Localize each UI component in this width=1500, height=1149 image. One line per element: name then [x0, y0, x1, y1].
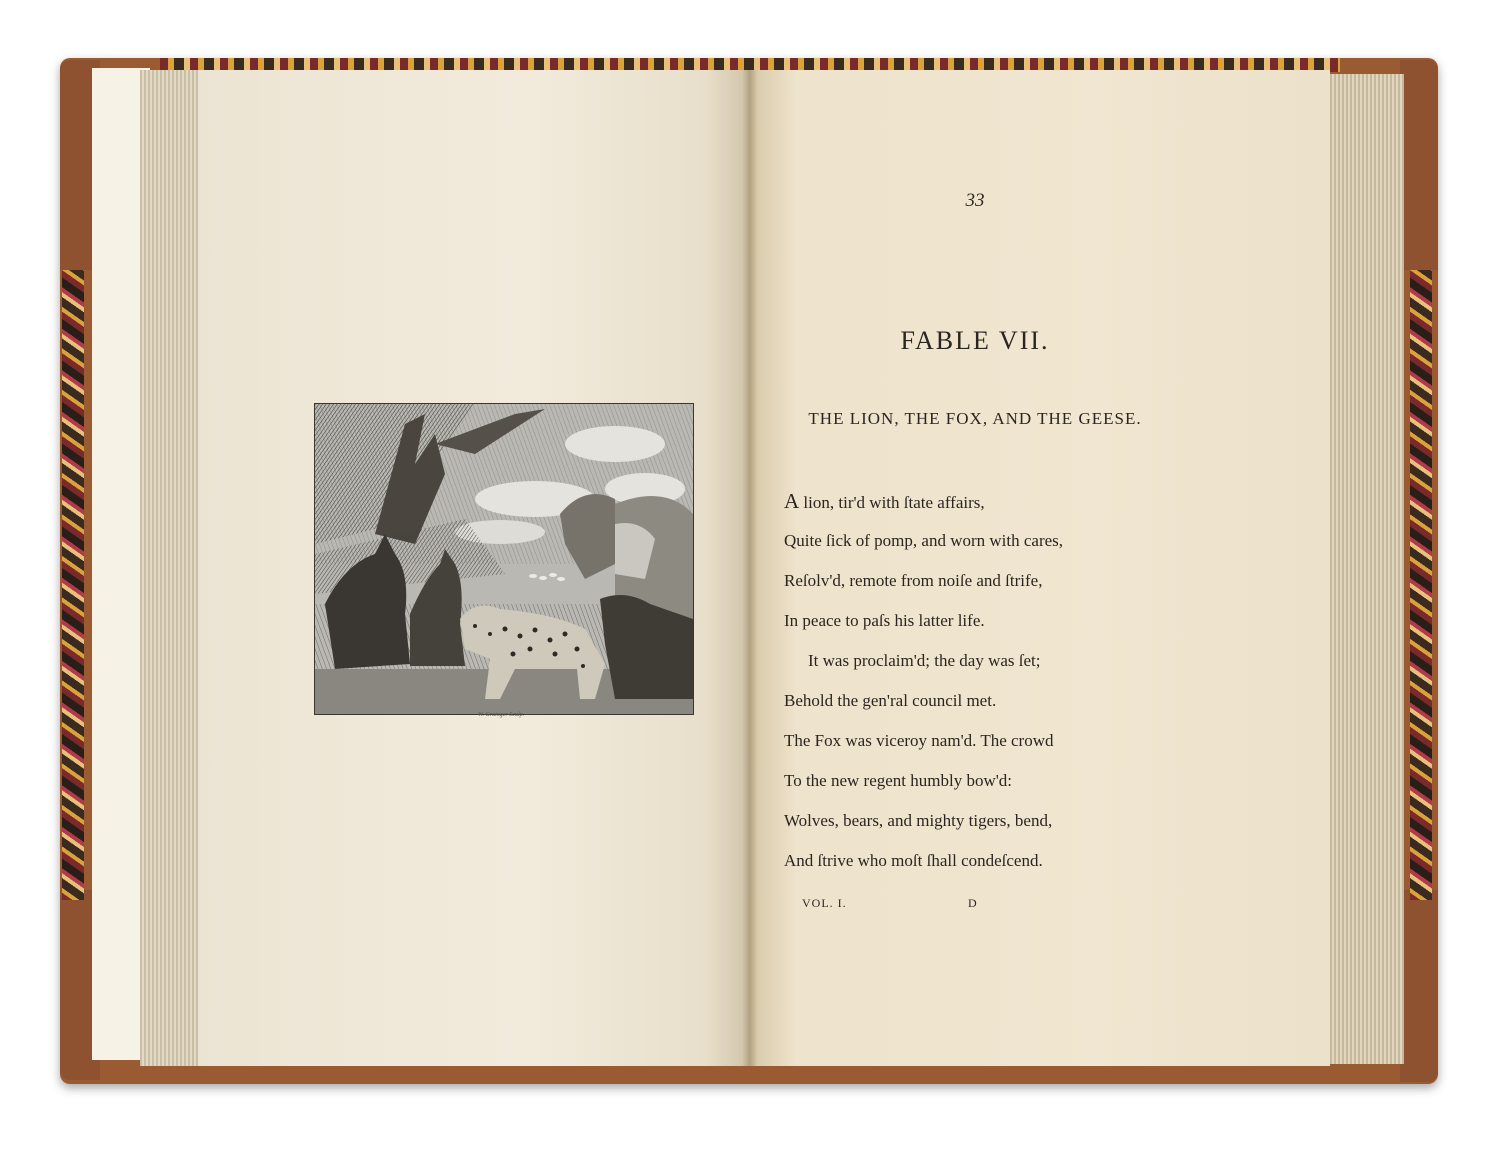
verse-text: In peace to paſs his latter life.	[784, 611, 985, 630]
verse-line	[784, 846, 1214, 886]
verse-text: lion, tir'd with ſtate affairs,	[799, 493, 985, 512]
page-edges-right	[1326, 74, 1404, 1064]
fable-subtitle: THE LION, THE FOX, AND THE GEESE.	[808, 409, 1142, 428]
verse-text: To the new regent humbly bow'd:	[784, 771, 1013, 790]
verse-text: Behold the gen'ral council met.	[784, 691, 997, 710]
fable-title: FABLE VII.	[900, 326, 1050, 355]
verse-line	[784, 486, 1214, 526]
book-gutter	[742, 70, 758, 1066]
verse-line	[784, 526, 1214, 566]
verse-block	[784, 486, 1214, 886]
drop-initial: A	[784, 489, 800, 513]
signature-mark: D	[968, 896, 977, 910]
verse-text: Reſolv'd, remote from noiſe and ſtrife,	[784, 571, 1043, 590]
page-edges-left	[140, 70, 202, 1066]
verse-line	[784, 646, 1214, 686]
volume-footer: VOL. I.	[802, 896, 847, 910]
verse-line	[784, 726, 1214, 766]
leather-corner	[1400, 60, 1438, 270]
engraving-illustration	[314, 403, 694, 715]
verse-text: It was proclaim'd; the day was ſet;	[808, 651, 1041, 670]
verse-text: Quite ſick of pomp, and worn with cares,	[784, 531, 1064, 550]
verse-text: Wolves, bears, and mighty tigers, bend,	[784, 811, 1053, 830]
verse-line	[784, 766, 1214, 806]
verse-text: The Fox was viceroy nam'd. The crowd	[784, 731, 1054, 750]
marbled-board-left	[62, 270, 84, 900]
leather-corner	[1400, 890, 1438, 1082]
page-number: 33	[965, 190, 985, 211]
verse-line	[784, 566, 1214, 606]
verse-text: And ſtrive who moſt ſhall condeſcend.	[784, 851, 1043, 870]
engraver-credit: W. Grainger Sculp.	[478, 712, 525, 718]
verse-line	[784, 686, 1214, 726]
verse-line	[784, 806, 1214, 846]
marbled-board-right	[1410, 270, 1432, 900]
verse-line	[784, 606, 1214, 646]
